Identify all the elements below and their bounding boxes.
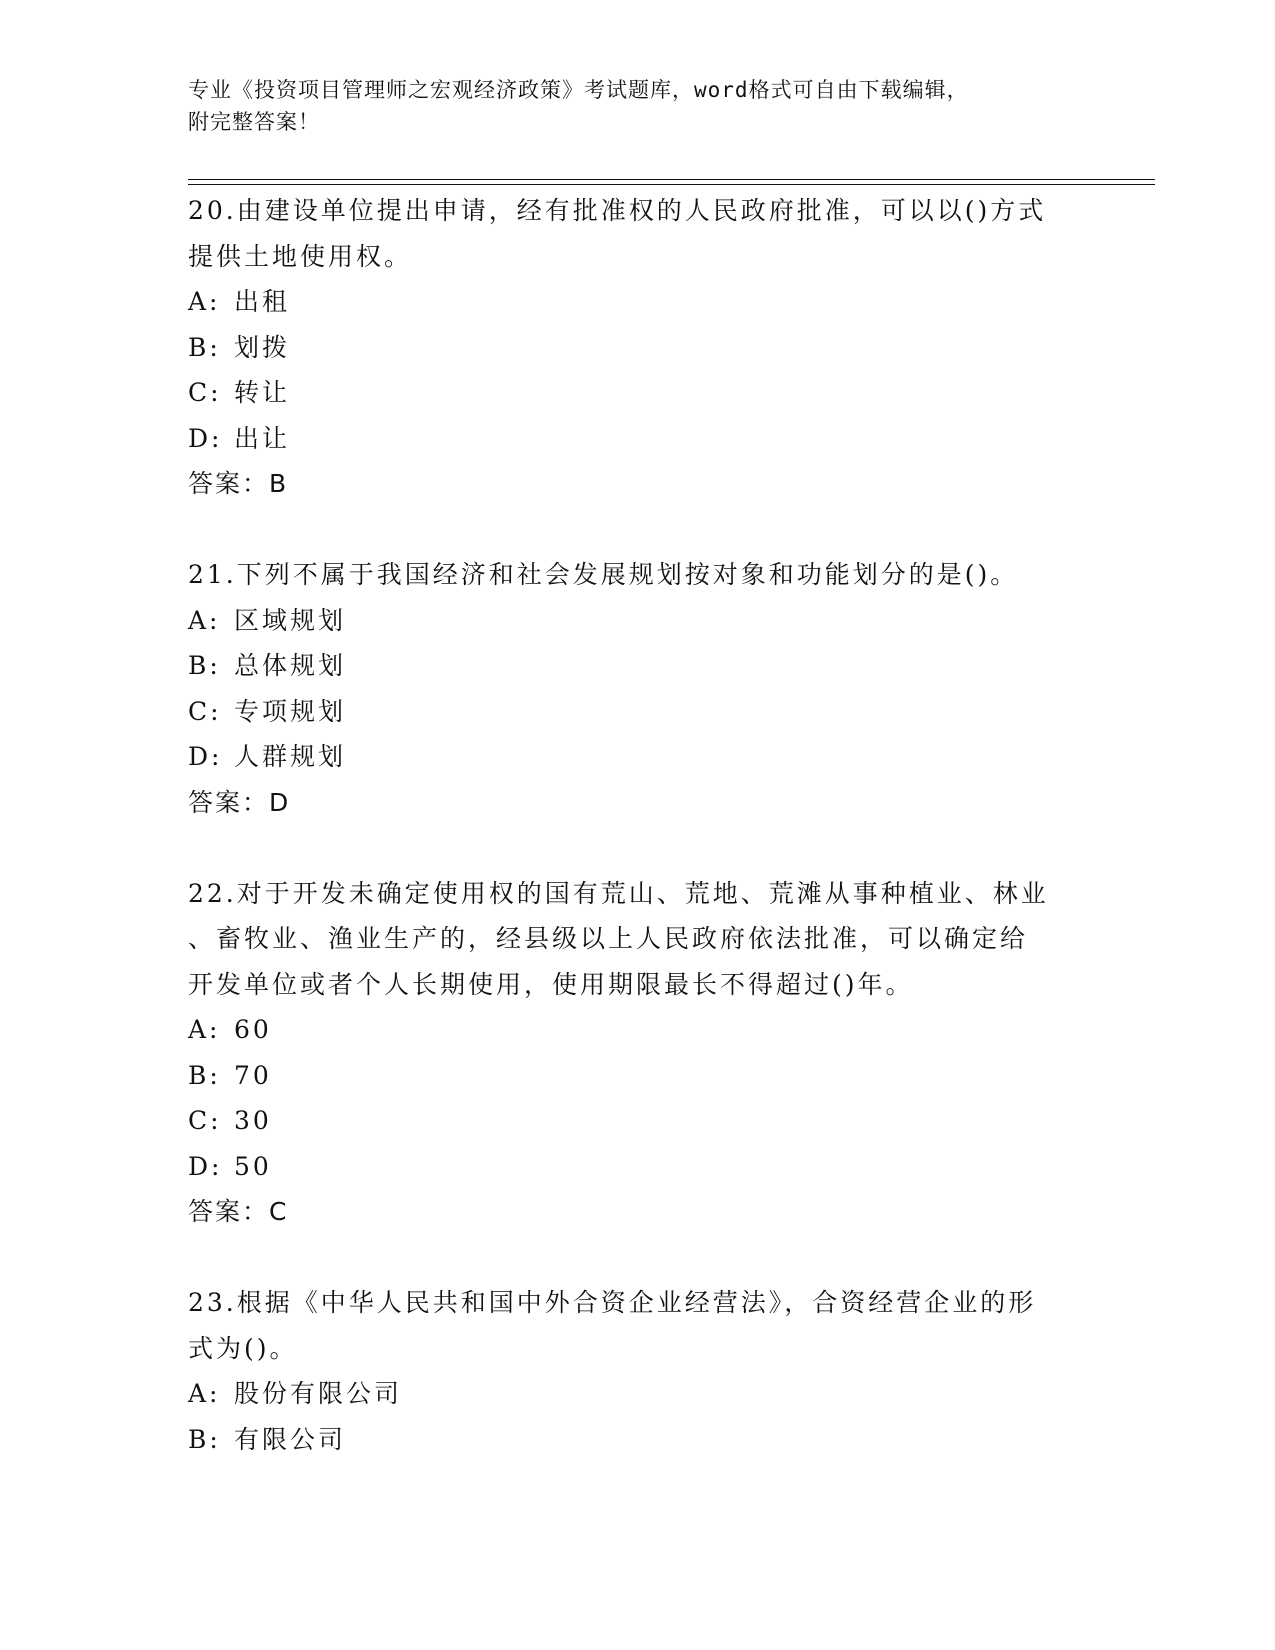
header-divider-top bbox=[188, 179, 1155, 180]
option-text: 区域规划 bbox=[234, 605, 347, 635]
question-line: 20.由建设单位提出申请，经有批准权的人民政府批准，可以以()方式 bbox=[188, 196, 1047, 225]
option-letter: A: bbox=[188, 1379, 221, 1408]
question-text bbox=[188, 188, 1078, 279]
option-b bbox=[188, 325, 1088, 371]
answer-line: 答案：D bbox=[188, 787, 291, 817]
option-text: 转让 bbox=[234, 378, 291, 407]
option-text: 出让 bbox=[234, 423, 291, 453]
option-letter: B: bbox=[188, 1060, 221, 1090]
option-text: 划拨 bbox=[234, 332, 291, 362]
option-letter: D: bbox=[188, 742, 223, 771]
option-b bbox=[188, 643, 1088, 689]
option-letter: C: bbox=[188, 696, 222, 726]
option-d bbox=[188, 1144, 1088, 1190]
option-d bbox=[188, 734, 1088, 780]
option-text: 人群规划 bbox=[234, 742, 347, 771]
option-text: 有限公司 bbox=[234, 1424, 347, 1454]
question-list bbox=[188, 188, 1088, 1462]
option-letter: A: bbox=[188, 605, 221, 635]
question-spacer bbox=[188, 507, 1088, 553]
option-text: 60 bbox=[234, 1015, 272, 1044]
option-d bbox=[188, 416, 1088, 462]
option-a bbox=[188, 598, 1088, 644]
header-divider-bottom bbox=[188, 184, 1155, 185]
option-letter: C: bbox=[188, 378, 222, 407]
option-a bbox=[188, 1371, 1088, 1417]
option-a bbox=[188, 279, 1088, 325]
question-spacer bbox=[188, 825, 1088, 871]
option-b bbox=[188, 1053, 1088, 1099]
option-text: 专项规划 bbox=[234, 696, 347, 726]
question-text bbox=[188, 1280, 1078, 1371]
option-letter: A: bbox=[188, 287, 221, 316]
question-line: 式为()。 bbox=[188, 1333, 298, 1363]
question-spacer bbox=[188, 1235, 1088, 1281]
option-text: 总体规划 bbox=[234, 651, 347, 680]
option-text: 50 bbox=[234, 1151, 272, 1181]
document-header bbox=[188, 74, 1088, 138]
option-c bbox=[188, 689, 1088, 735]
answer-line: 答案：B bbox=[188, 469, 289, 498]
option-b bbox=[188, 1417, 1088, 1463]
option-text: 股份有限公司 bbox=[234, 1379, 403, 1408]
option-letter: D: bbox=[188, 1151, 223, 1181]
question-line: 22.对于开发未确定使用权的国有荒山、荒地、荒滩从事种植业、林业 bbox=[188, 878, 1049, 908]
question-line: 23.根据《中华人民共和国中外合资企业经营法》，合资经营企业的形 bbox=[188, 1288, 1037, 1317]
question-block bbox=[188, 1280, 1088, 1462]
option-letter: C: bbox=[188, 1106, 222, 1135]
question-line: 提供土地使用权。 bbox=[188, 241, 413, 271]
option-letter: B: bbox=[188, 332, 221, 362]
question-line: 开发单位或者个人长期使用，使用期限最长不得超过()年。 bbox=[188, 969, 914, 999]
option-text: 70 bbox=[234, 1060, 272, 1090]
question-block bbox=[188, 188, 1088, 552]
question-block bbox=[188, 871, 1088, 1281]
option-letter: D: bbox=[188, 423, 223, 453]
question-text bbox=[188, 871, 1078, 1008]
header-line-2: 附完整答案！ bbox=[188, 110, 320, 134]
option-c bbox=[188, 1098, 1088, 1144]
question-block bbox=[188, 552, 1088, 871]
option-letter: B: bbox=[188, 651, 221, 680]
option-c bbox=[188, 370, 1088, 416]
question-line: 、畜牧业、渔业生产的，经县级以上人民政府依法批准，可以确定给 bbox=[188, 924, 1029, 953]
option-text: 出租 bbox=[234, 287, 291, 316]
option-text: 30 bbox=[234, 1106, 272, 1135]
question-text bbox=[188, 552, 1078, 598]
header-line-1: 专业《投资项目管理师之宏观经济政策》考试题库，word格式可自由下载编辑， bbox=[188, 78, 969, 102]
answer-line: 答案：C bbox=[188, 1197, 289, 1226]
option-letter: B: bbox=[188, 1424, 221, 1454]
question-line: 21.下列不属于我国经济和社会发展规划按对象和功能划分的是()。 bbox=[188, 560, 1019, 589]
option-letter: A: bbox=[188, 1015, 221, 1044]
option-a bbox=[188, 1007, 1088, 1053]
